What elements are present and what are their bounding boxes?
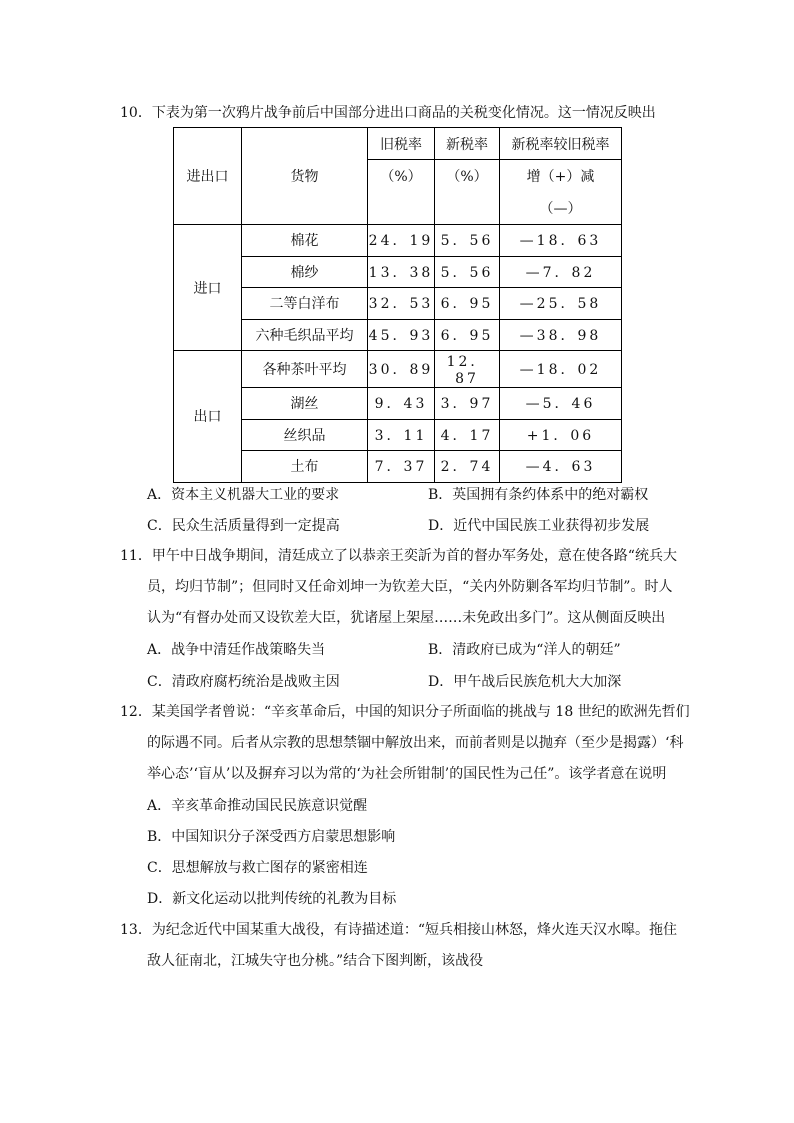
header-import-export: 进出口 xyxy=(174,128,242,225)
question-11-stem-line-1: 11．甲午中日战争期间，清廷成立了以恭亲王奕訢为首的督办军务处，意在使各路“统兵大 xyxy=(120,548,677,564)
new-rate-cell: 12．87 xyxy=(435,351,500,388)
question-11-stem-line-3: 认为“有督办处而又设钦差大臣，犹诸屋上架屋……未免政出多门”。这从侧面反映出 xyxy=(147,610,666,626)
change-cell: —7．82 xyxy=(500,256,622,288)
table-row xyxy=(174,256,622,288)
q11-option-a[interactable]: A．战争中清廷作战策略失当 xyxy=(147,642,326,658)
table-row xyxy=(174,225,622,257)
q11-option-b[interactable]: B．清政府已成为“洋人的朝廷” xyxy=(428,642,621,658)
group-label-export: 出口 xyxy=(174,351,242,483)
goods-cell: 各种茶叶平均 xyxy=(242,351,368,388)
header-new-rate: 新税率 xyxy=(435,128,500,160)
old-rate-cell: 13．38 xyxy=(368,256,435,288)
header-goods: 货物 xyxy=(242,128,368,225)
old-rate-cell: 24．19 xyxy=(368,225,435,257)
table-row xyxy=(174,319,622,351)
goods-cell: 二等白洋布 xyxy=(242,288,368,320)
q12-option-a[interactable]: A．辛亥革命推动国民民族意识觉醒 xyxy=(147,798,368,814)
table-row xyxy=(174,288,622,320)
new-rate-cell: 3．97 xyxy=(435,388,500,420)
new-rate-cell: 4．17 xyxy=(435,419,500,451)
change-cell: —18．63 xyxy=(500,225,622,257)
question-12-stem-line-1: 12．某美国学者曾说：“辛亥革命后，中国的知识分子所面临的挑战与 18 世纪的欧洲先哲们 xyxy=(120,704,690,720)
goods-cell: 土布 xyxy=(242,451,368,483)
table-row xyxy=(174,451,622,483)
goods-cell: 棉纱 xyxy=(242,256,368,288)
change-cell: —25．58 xyxy=(500,288,622,320)
q12-option-d[interactable]: D．新文化运动以批判传统的礼教为目标 xyxy=(147,891,397,907)
header-change: 新税率较旧税率 xyxy=(500,128,622,160)
header-change-sign: 增（+）减 xyxy=(500,160,622,193)
new-rate-cell: 6．95 xyxy=(435,288,500,320)
group-label-import: 进口 xyxy=(174,225,242,351)
header-change-minus: （—） xyxy=(500,192,622,225)
change-cell: —38．98 xyxy=(500,319,622,351)
change-cell: —5．46 xyxy=(500,388,622,420)
old-rate-cell: 32．53 xyxy=(368,288,435,320)
question-10-stem: 10．下表为第一次鸦片战争前后中国部分进出口商品的关税变化情况。这一情况反映出 xyxy=(120,105,656,121)
question-12-stem-line-3: 举心态’‘盲从’以及摒弃习以为常的‘为社会所钳制’的国民性为己任”。该学者意在说明 xyxy=(147,766,667,782)
new-rate-cell: 5．56 xyxy=(435,225,500,257)
new-rate-cell: 2．74 xyxy=(435,451,500,483)
goods-cell: 六种毛织品平均 xyxy=(242,319,368,351)
question-13-stem-line-2: 敌人征南北，江城失守也分桃。”结合下图判断，该战役 xyxy=(147,953,484,969)
q10-option-b[interactable]: B．英国拥有条约体系中的绝对霸权 xyxy=(428,487,649,503)
question-12-stem-line-2: 的际遇不同。后者从宗教的思想禁锢中解放出来，而前者则是以抛弃（至少是揭露）‘科 xyxy=(147,735,684,751)
table-row xyxy=(174,419,622,451)
header-old-rate: 旧税率 xyxy=(368,128,435,160)
table-row xyxy=(174,388,622,420)
q12-option-c[interactable]: C．思想解放与救亡图存的紧密相连 xyxy=(147,860,368,876)
q10-option-a[interactable]: A．资本主义机器大工业的要求 xyxy=(147,487,340,503)
goods-cell: 湖丝 xyxy=(242,388,368,420)
goods-cell: 棉花 xyxy=(242,225,368,257)
q10-option-c[interactable]: C．民众生活质量得到一定提高 xyxy=(147,518,340,534)
header-old-rate-unit: （%） xyxy=(368,160,435,225)
new-rate-cell: 5．56 xyxy=(435,256,500,288)
q11-option-d[interactable]: D．甲午战后民族危机大大加深 xyxy=(428,674,622,690)
change-cell: —4．63 xyxy=(500,451,622,483)
change-cell: +1．06 xyxy=(500,419,622,451)
q12-option-b[interactable]: B．中国知识分子深受西方启蒙思想影响 xyxy=(147,829,396,845)
old-rate-cell: 30．89 xyxy=(368,351,435,388)
old-rate-cell: 45．93 xyxy=(368,319,435,351)
old-rate-cell: 7．37 xyxy=(368,451,435,483)
new-rate-cell: 6．95 xyxy=(435,319,500,351)
q10-option-d[interactable]: D．近代中国民族工业获得初步发展 xyxy=(428,518,650,534)
q11-option-c[interactable]: C．清政府腐朽统治是战败主因 xyxy=(147,674,340,690)
old-rate-cell: 3．11 xyxy=(368,419,435,451)
table-row xyxy=(174,351,622,388)
question-13-stem-line-1: 13．为纪念近代中国某重大战役，有诗描述道：“短兵相接山林怒，烽火连天汉水嗥。拖住 xyxy=(120,922,677,938)
goods-cell: 丝织品 xyxy=(242,419,368,451)
question-11-stem-line-2: 员，均归节制”；但同时又任命刘坤一为钦差大臣，“关内外防剿各军均归节制”。时人 xyxy=(147,579,673,595)
old-rate-cell: 9．43 xyxy=(368,388,435,420)
header-new-rate-unit: （%） xyxy=(435,160,500,225)
change-cell: —18．02 xyxy=(500,351,622,388)
tariff-table xyxy=(173,127,622,483)
